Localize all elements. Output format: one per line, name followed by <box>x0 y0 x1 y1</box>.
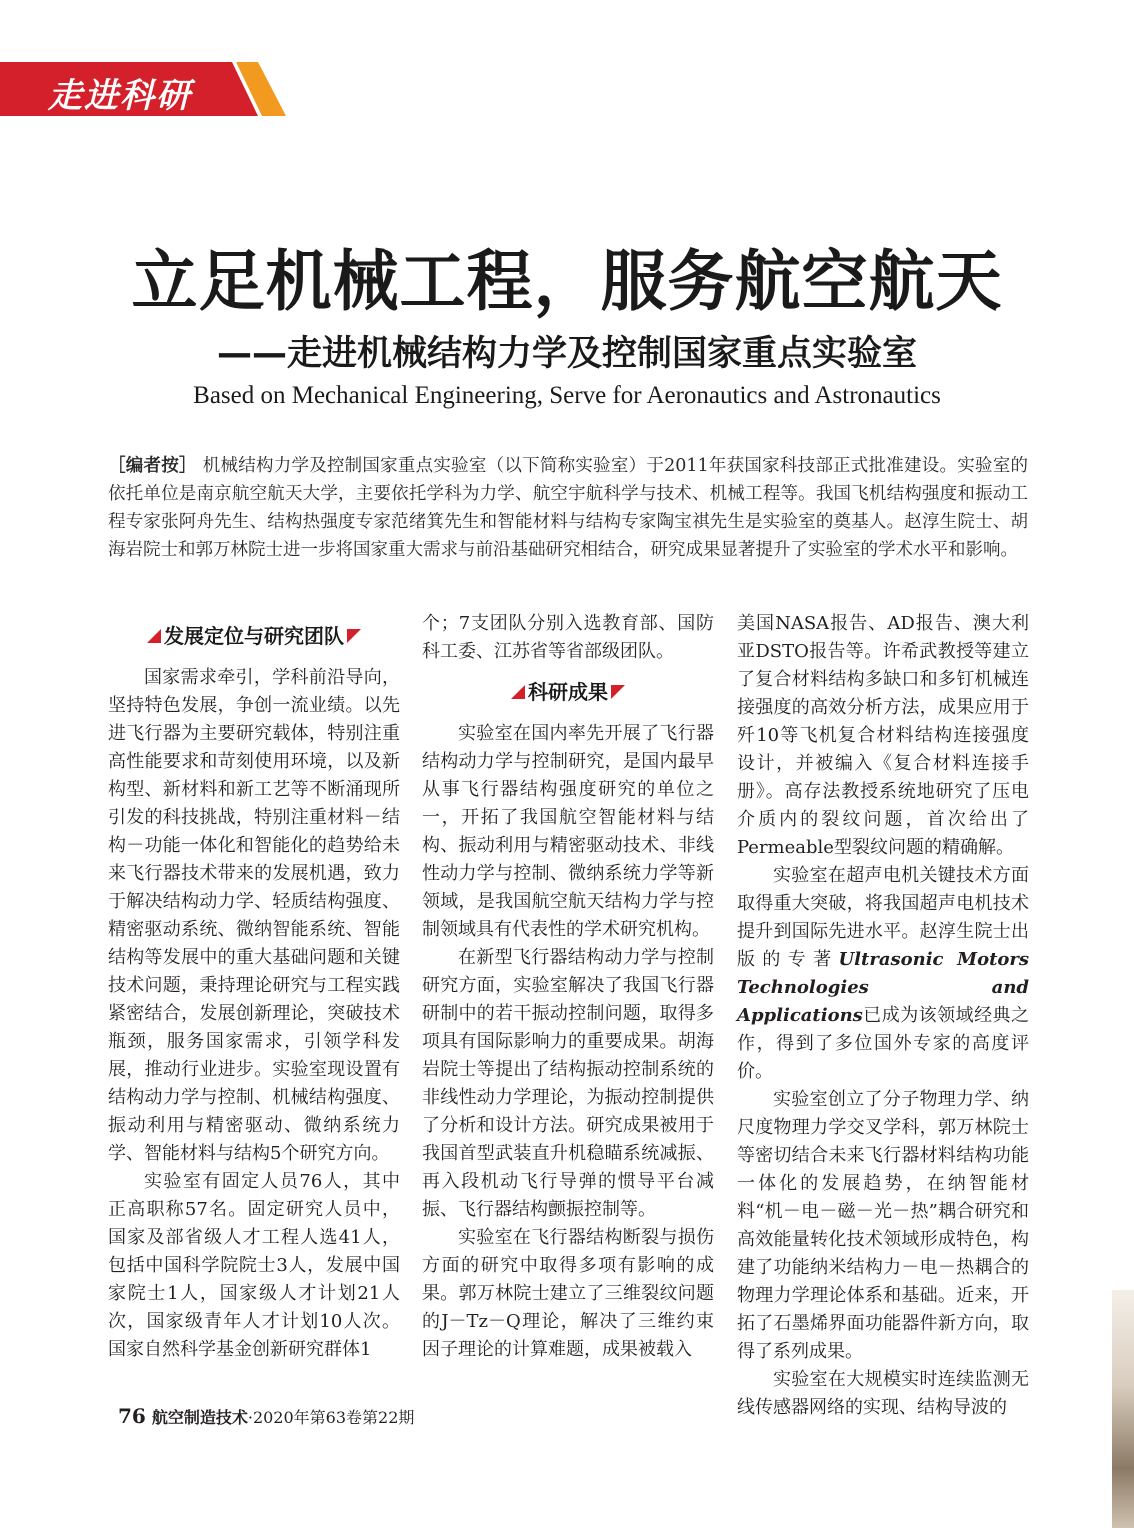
paragraph: 美国NASA报告、AD报告、澳大利亚DSTO报告等。许希武教授等建立了复合材料结构多缺口和多钉机械连接强度的高效分析方法，成果应用于歼10等飞机复合材料结构连接强度设计，并被编入《复合材料连接手册》。高存法教授系统地研究了压电介质内的裂纹问题，首次给出了Permeable型裂纹问题的精确解。 <box>737 613 1029 858</box>
paragraph <box>737 862 1029 1086</box>
page-edge-photo <box>1112 1290 1134 1528</box>
column-2 <box>422 610 714 1364</box>
book-title: Ultrasonic Motors Technologies and Applications <box>737 949 1030 1026</box>
editor-note <box>108 452 1028 564</box>
journal-issue: ·2020年第63卷第22期 <box>247 1408 415 1427</box>
section-heading-1-text: 发展定位与研究团队 <box>164 624 344 648</box>
paragraph: 实验室在大规模实时连续监测无线传感器网络的实现、结构导波的 <box>737 1369 1029 1418</box>
column-1 <box>108 610 400 1364</box>
paragraph: 国家需求牵引，学科前沿导向，坚持特色发展，争创一流业绩。以先进飞行器为主要研究载体，特别注重高性能要求和苛刻使用环境，以及新构型、新材料和新工艺等不断涌现所引发的科技挑战，特别注重材料－结构－功能一体化和智能化的趋势给未来飞行器技术带来的发展机遇，致力于解决结构动力学、轻质结构强度、精密驱动系统、微纳智能系统、智能结构等发展中的重大基础问题和关键技术问题，秉持理论研究与工程实践紧密结合，发展创新理论，突破技术瓶颈，服务国家需求，引领学科发展，推动行业进步。实验室现设置有结构动力学与控制、机械结构强度、振动利用与精密驱动、微纳系统力学、智能材料与结构5个研究方向。 <box>108 667 400 1164</box>
paragraph-text: 实验室在超声电机关键技术方面取得重大突破，将我国超声电机技术提升到国际先进水平。赵淳生院士出版的专著 <box>737 865 1029 970</box>
paragraph: 个；7支团队分别入选教育部、国防科工委、江苏省等省部级团队。 <box>422 613 714 662</box>
editor-note-label: ［编者按］ <box>108 456 197 476</box>
article-subtitle: ——走进机械结构力学及控制国家重点实验室 <box>216 334 917 374</box>
paragraph-text: 已成为该领域经典之作，得到了多位国外专家的高度评价。 <box>737 1005 1029 1082</box>
section-banner <box>0 62 286 116</box>
paragraph: 实验室创立了分子物理力学、纳尺度物理力学交叉学科，郭万林院士等密切结合未来飞行器材料结构功能一体化的发展趋势，在纳智能材料“机－电－磁－光－热”耦合研究和高效能量转化技术领域形成特色，构建了功能纳米结构力－电－热耦合的物理力学理论体系和基础。近来，开拓了石墨烯界面功能器件新方向，取得了系列成果。 <box>737 1089 1029 1362</box>
heading-triangle-right-icon <box>611 685 625 699</box>
page-number: 76 <box>118 1404 146 1428</box>
section-heading-1 <box>108 622 400 652</box>
article-title: 立足机械工程，服务航空航天 <box>131 243 1003 320</box>
page-footer <box>118 1404 414 1428</box>
heading-triangle-left-icon <box>147 629 161 643</box>
editor-note-text: 机械结构力学及控制国家重点实验室（以下简称实验室）于2011年获国家科技部正式批准建设。实验室的依托单位是南京航空航天大学，主要依托学科为力学、航空宇航科学与技术、机械工程等。我国飞机结构强度和振动工程专家张阿舟先生、结构热强度专家范绪箕先生和智能材料与结构专家陶宝祺先生是实验室的奠基人。赵淳生院士、胡海岩院士和郭万林院士进一步将国家重大需求与前沿基础研究相结合，研究成果显著提升了实验室的学术水平和影响。 <box>108 456 1029 560</box>
section-heading-2-text: 科研成果 <box>528 680 608 704</box>
paragraph: 实验室有固定人员76人，其中正高职称57名。固定研究人员中，国家及部省级人才工程人选41人，包括中国科学院院士3人，发展中国家院士1人，国家级人才计划21人次，国家级青年人才计划10人次。国家自然科学基金创新研究群体1 <box>108 1171 400 1360</box>
banner-label: 走进科研 <box>48 76 192 116</box>
heading-triangle-left-icon <box>511 685 525 699</box>
heading-triangle-right-icon <box>347 629 361 643</box>
paragraph: 实验室在国内率先开展了飞行器结构动力学与控制研究，是国内最早从事飞行器结构强度研究的单位之一，开拓了我国航空智能材料与结构、振动利用与精密驱动技术、非线性动力学与控制、微纳系统力学等新领域，是我国航空航天结构力学与控制领域具有代表性的学术研究机构。 <box>422 723 714 940</box>
english-title: Based on Mechanical Engineering, Serve for Aeronautics and Astronautics <box>193 382 941 409</box>
journal-name: 航空制造技术 <box>151 1408 248 1427</box>
paragraph: 实验室在飞行器结构断裂与损伤方面的研究中取得多项有影响的成果。郭万林院士建立了三维裂纹问题的J－Tz－Q理论，解决了三维约束因子理论的计算难题，成果被载入 <box>422 1227 714 1360</box>
column-3 <box>737 610 1029 1422</box>
paragraph: 在新型飞行器结构动力学与控制研究方面，实验室解决了我国飞行器研制中的若干振动控制问题，取得多项具有国际影响力的重要成果。胡海岩院士等提出了结构振动控制系统的非线性动力学理论，为振动控制提供了分析和设计方法。研究成果被用于我国首型武装直升机稳瞄系统减振、再入段机动飞行导弹的惯导平台减振、飞行器结构颤振控制等。 <box>422 947 714 1220</box>
section-heading-2 <box>422 678 714 708</box>
